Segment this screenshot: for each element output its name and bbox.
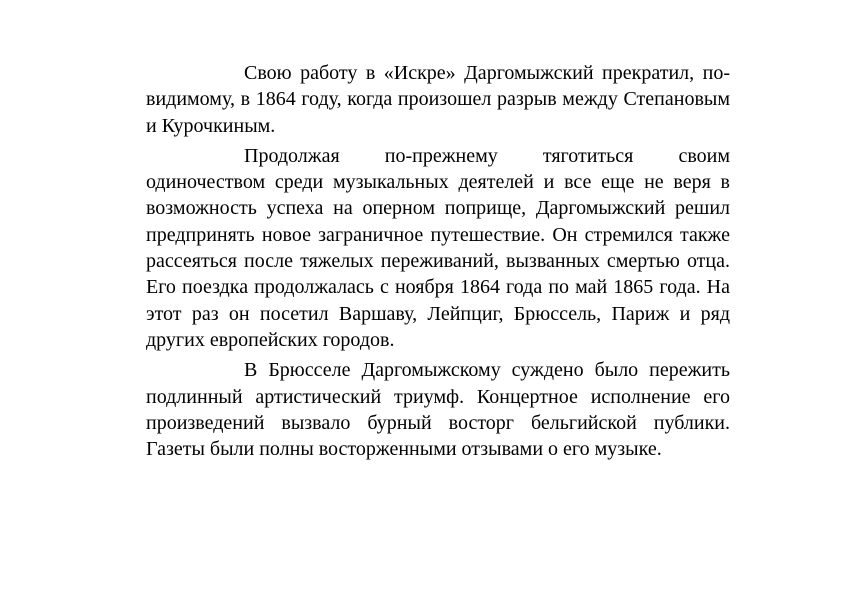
body-text	[146, 60, 730, 466]
paragraph-2: Продолжая по-прежнему тяготиться своим одиночеством среди музыкальных деятелей и все еще не веря в возможность успеха на оперном поприще, Даргомыжский решил предпринять новое заграничное путешествие. Он стремился также рассеяться после тяжелых переживаний, вызванных смертью отца. Его поездка продолжалась с ноября 1864 года по май 1865 года. На этот раз он посетил Варшаву, Лейпциг, Брюссель, Париж и ряд других европейских городов.	[146, 144, 730, 351]
paragraph-1: Свою работу в «Искре» Даргомыжский прекратил, по-видимому, в 1864 году, когда произошел разрыв между Степановым и Курочкиным.	[146, 62, 730, 137]
paragraph-3: В Брюсселе Даргомыжскому суждено было пережить подлинный артистический триумф. Концертное исполнение его произведений вызвало бурный восторг бельгийской публики. Газеты были полны восторженными отзывами о его музыке.	[146, 359, 730, 461]
